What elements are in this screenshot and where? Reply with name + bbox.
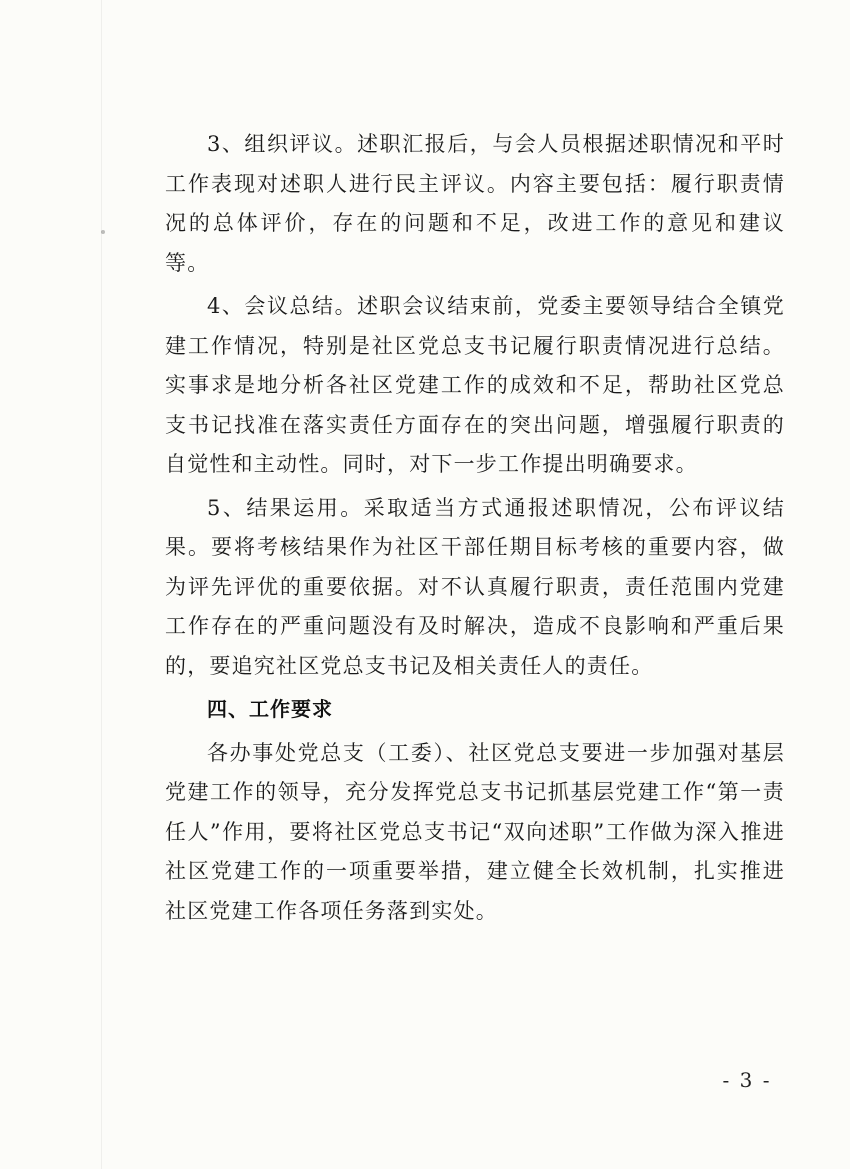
page-number: - 3 - bbox=[722, 1068, 772, 1092]
scan-dot-mark bbox=[101, 230, 105, 234]
paragraph-organize-review: 3、组织评议。述职汇报后，与会人员根据述职情况和平时工作表现对述职人进行民主评议。内容主要包括：履行职责情况的总体评价，存在的问题和不足，改进工作的意见和建议等。 bbox=[165, 132, 785, 275]
paragraph-work-requirements: 各办事处党总支（工委）、社区党总支要进一步加强对基层党建工作的领导，充分发挥党总支书记抓基层党建工作“第一责任人”作用，要将社区党总支书记“双向述职”工作做为深入推进社区党建工作的一项重要举措，建立健全长效机制，扎实推进社区党建工作各项任务落到实处。 bbox=[165, 740, 785, 923]
document-body bbox=[165, 125, 785, 935]
paragraph-meeting-summary: 4、会议总结。述职会议结束前，党委主要领导结合全镇党建工作情况，特别是社区党总支书记履行职责情况进行总结。实事求是地分析各社区党建工作的成效和不足，帮助社区党总支书记找准在落实责任方面存在的突出问题，增强履行职责的自觉性和主动性。同时，对下一步工作提出明确要求。 bbox=[165, 294, 785, 476]
section-heading-work-requirements: 四、工作要求 bbox=[207, 697, 333, 721]
scan-edge-line bbox=[101, 0, 102, 1169]
paragraph-result-application: 5、结果运用。采取适当方式通报述职情况，公布评议结果。要将考核结果作为社区干部任期目标考核的重要内容，做为评先评优的重要依据。对不认真履行职责，责任范围内党建工作存在的严重问题没有及时解决，造成不良影响和严重后果的，要追究社区党总支书记及相关责任人的责任。 bbox=[165, 495, 785, 678]
